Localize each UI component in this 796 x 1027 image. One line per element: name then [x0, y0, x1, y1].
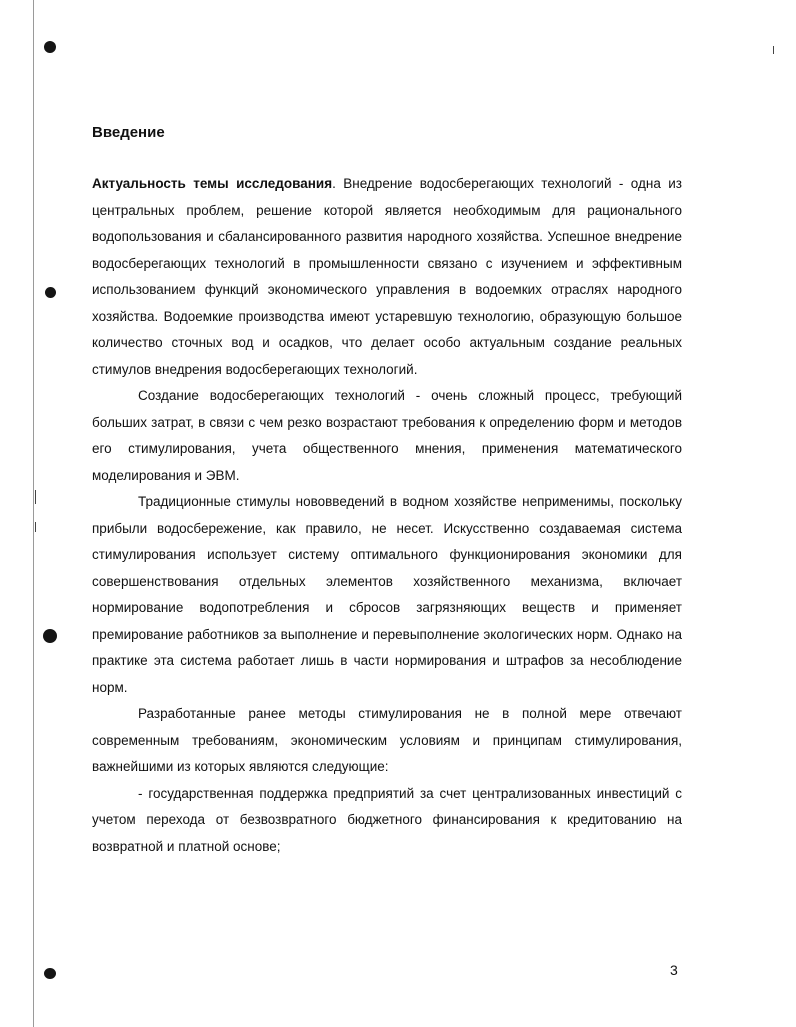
paragraph-lead: Актуальность темы исследования — [92, 176, 333, 191]
document-body — [92, 122, 682, 860]
paragraph: Традиционные стимулы нововведений в водном хозяйстве неприменимы, поскольку прибыли водосбережение, как правило, не несет. Искусственно создаваемая система стимулирования использует систему оптимального функционирования экономики для совершенствования отдельных элементов хозяйственного механизма, включает нормирование водопотребления и сбросов загрязняющих веществ и применяет премирование работников за выполнение и перевыполнение экологических норм. Однако на практике эта система работает лишь в части нормирования и штрафов за несоблюдение норм. — [92, 494, 682, 695]
paragraph-relevance — [92, 171, 682, 383]
paragraph: Создание водосберегающих технологий - очень сложный процесс, требующий больших затрат, в связи с чем резко возрастают требования к определению форм и методов его стимулирования, учета общественного мнения, применения математического моделирования и ЭВМ. — [92, 388, 682, 483]
page-number: 3 — [670, 962, 678, 978]
binding-margin-line — [33, 0, 34, 1027]
scan-artifact — [773, 46, 774, 54]
scan-artifact — [35, 490, 36, 504]
punch-hole-mark — [45, 287, 56, 298]
punch-hole-mark — [44, 41, 56, 53]
list-item: - государственная поддержка предприятий за счет централизованных инвестиций с учетом перехода от безвозвратного бюджетного финансирования к кредитованию на возвратной и платной основе; — [92, 785, 682, 854]
paragraph-text: . Внедрение водосберегающих технологий - одна из центральных проблем, решение которой является необходимым для рационального водопользования и сбалансированного развития народного хозяйства. Успешное внедрение водосберегающих технологий в промышленности связано с изучением и эффективным использованием функций экономического управления в водоемких отраслях народного хозяйства. Водоемкие производства имеют устаревшую технологию, образующую большое количество сточных вод и осадков, что делает особо актуальным создание реальных стимулов внедрения водосберегающих технологий. — [92, 176, 683, 377]
punch-hole-mark — [43, 629, 57, 643]
paragraph: Разработанные ранее методы стимулирования не в полной мере отвечают современным требованиям, экономическим условиям и принципам стимулирования, важнейшими из которых являются следующие: — [92, 706, 682, 774]
punch-hole-mark — [44, 968, 56, 979]
section-heading: Введение — [92, 124, 165, 141]
scan-artifact — [35, 522, 36, 532]
